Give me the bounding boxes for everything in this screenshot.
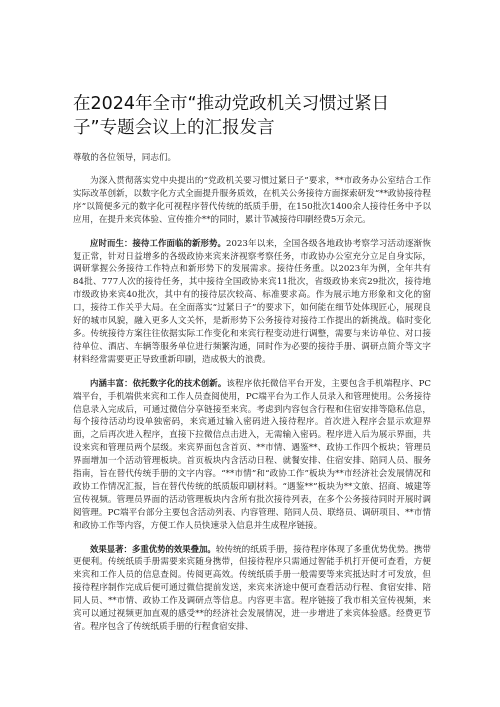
- document-body: [73, 174, 431, 644]
- paragraph-lead: 应时而生：接待工作面临的新形势。: [90, 237, 227, 248]
- paragraph-background: [73, 237, 431, 367]
- paragraph-lead: 效果显著：多重优势的效果叠加。: [90, 543, 216, 554]
- paragraph-lead: 内涵丰富：依托数字化的技术创新。: [90, 377, 227, 388]
- paragraph-text: 该程序依托微信平台开发，主要包含手机端程序、PC端平台，手机端供来宾和工作人员查阅使用，PC端平台为工作人员录入和管理使用。公务接待信息录入完成后，可通过微信分享链接至来宾。考虑到内容包含行程和住宿安排等隐私信息，每个接待活动均设单独密码，来宾通过输入密码进入接待程序。首次进入程序会显示欢迎界面，之后再次进入程序，直接下拉微信点击进入，无需输入密码。程序进入后为展示界面，共设来宾和管理员两个层级。来宾界面包含首页、**市情、遇鉴**、政协工作四个板块；管理员界面增加一个活动管理板块。首页板块内含活动日程、就餐安排、住宿安排、陪同人员、服务指南，旨在替代传统手册的文字内容。“**市情”和“政协工作”板块为**市经济社会发展情况和政协工作情况汇报，旨在替代传统的纸质版印刷材料。“遇鉴**”板块为**文旅、招商、城建等宣传视频。管理员界面的活动管理板块内含所有批次接待列表，在多个公务接待同时开展时调阅管理。PC端平台部分主要包含活动列表、内容管理、陪同人员、联络员、调研项目、**市情和政协工作等内容，方便工作人员快速录入信息并生成程序链接。: [73, 378, 432, 531]
- paragraph-text: 2023年以来，全国各级各地政协考察学习活动逐渐恢复正常，针对日益增多的各级政协来宾来济视察考察任务，市政协办公室充分立足自身实际，调研掌握公务接待工作特点和新形势下的发展需求。接待任务重。以2023年为例，全年共有84批、777人次的接待任务，其中接待全国政协来宾11批次，省级政协来宾29批次，接待地市级政协来宾40批次，其中有的接待层次较高、标准要求高。作为展示地方形象和文化的窗口，接待工作关乎大局。在全面落实“过紧日子”的要求下，如何能在细节处体现匠心，展现良好的城市风貌，融入更多人文关怀，是新形势下公务接待对接待工作提出的新挑战。临时变化多。传统接待方案往往依据实际工作变化和来宾行程变动进行调整，需要与来访单位、对口接待单位、酒店、车辆等服务单位进行频繁沟通，同时作为必要的接待手册、调研点简介等文字材料经常需要更正导致重新印刷，造成极大的浪费。: [73, 238, 431, 365]
- paragraph-text: 较传统的纸质手册，接待程序体现了多重优势优势。携带更便利。传统纸质手册需要来宾随身携带，但接待程序只需通过智能手机打开便可查看，方便来宾和工作人员的信息查阅。传阅更高效。传统纸质手册一般需要等来宾抵达时才可发放，但接待程序制作完成后便可通过微信提前发送，来宾来济途中便可查看活动行程、食宿安排、陪同人员、**市情、政协工作及调研点等信息。内容更丰富。程序链接了我市相关宣传视频，来宾可以通过视频更加直观的感受**的经济社会发展情况，进一步增进了来宾体验感。经费更节省。程序包含了传统纸质手册的行程食宿安排、: [73, 544, 431, 632]
- paragraph-features: [73, 377, 431, 533]
- document-title: 在2024年全市“推动党政机关习惯过紧日子”专题会议上的汇报发言: [73, 94, 390, 138]
- paragraph-intro: [73, 174, 431, 227]
- greeting-line: 尊敬的各位领导，同志们。: [73, 153, 177, 163]
- paragraph-text: 为深入贯彻落实党中央提出的“党政机关要习惯过紧日子”要求，**市政务办公室结合工作实际改革创新，以数字化方式全面提升服务质效，在机关公务接待方面探索研发“**政协接待程序”以简便多元的数字化可视程序替代传统的纸质手册，在150批次1400余人接待任务中予以应用，在提升来宾体验、宣传推介**的同时，累计节减接待印刷经费5万余元。: [73, 176, 431, 225]
- paragraph-results: [73, 543, 431, 634]
